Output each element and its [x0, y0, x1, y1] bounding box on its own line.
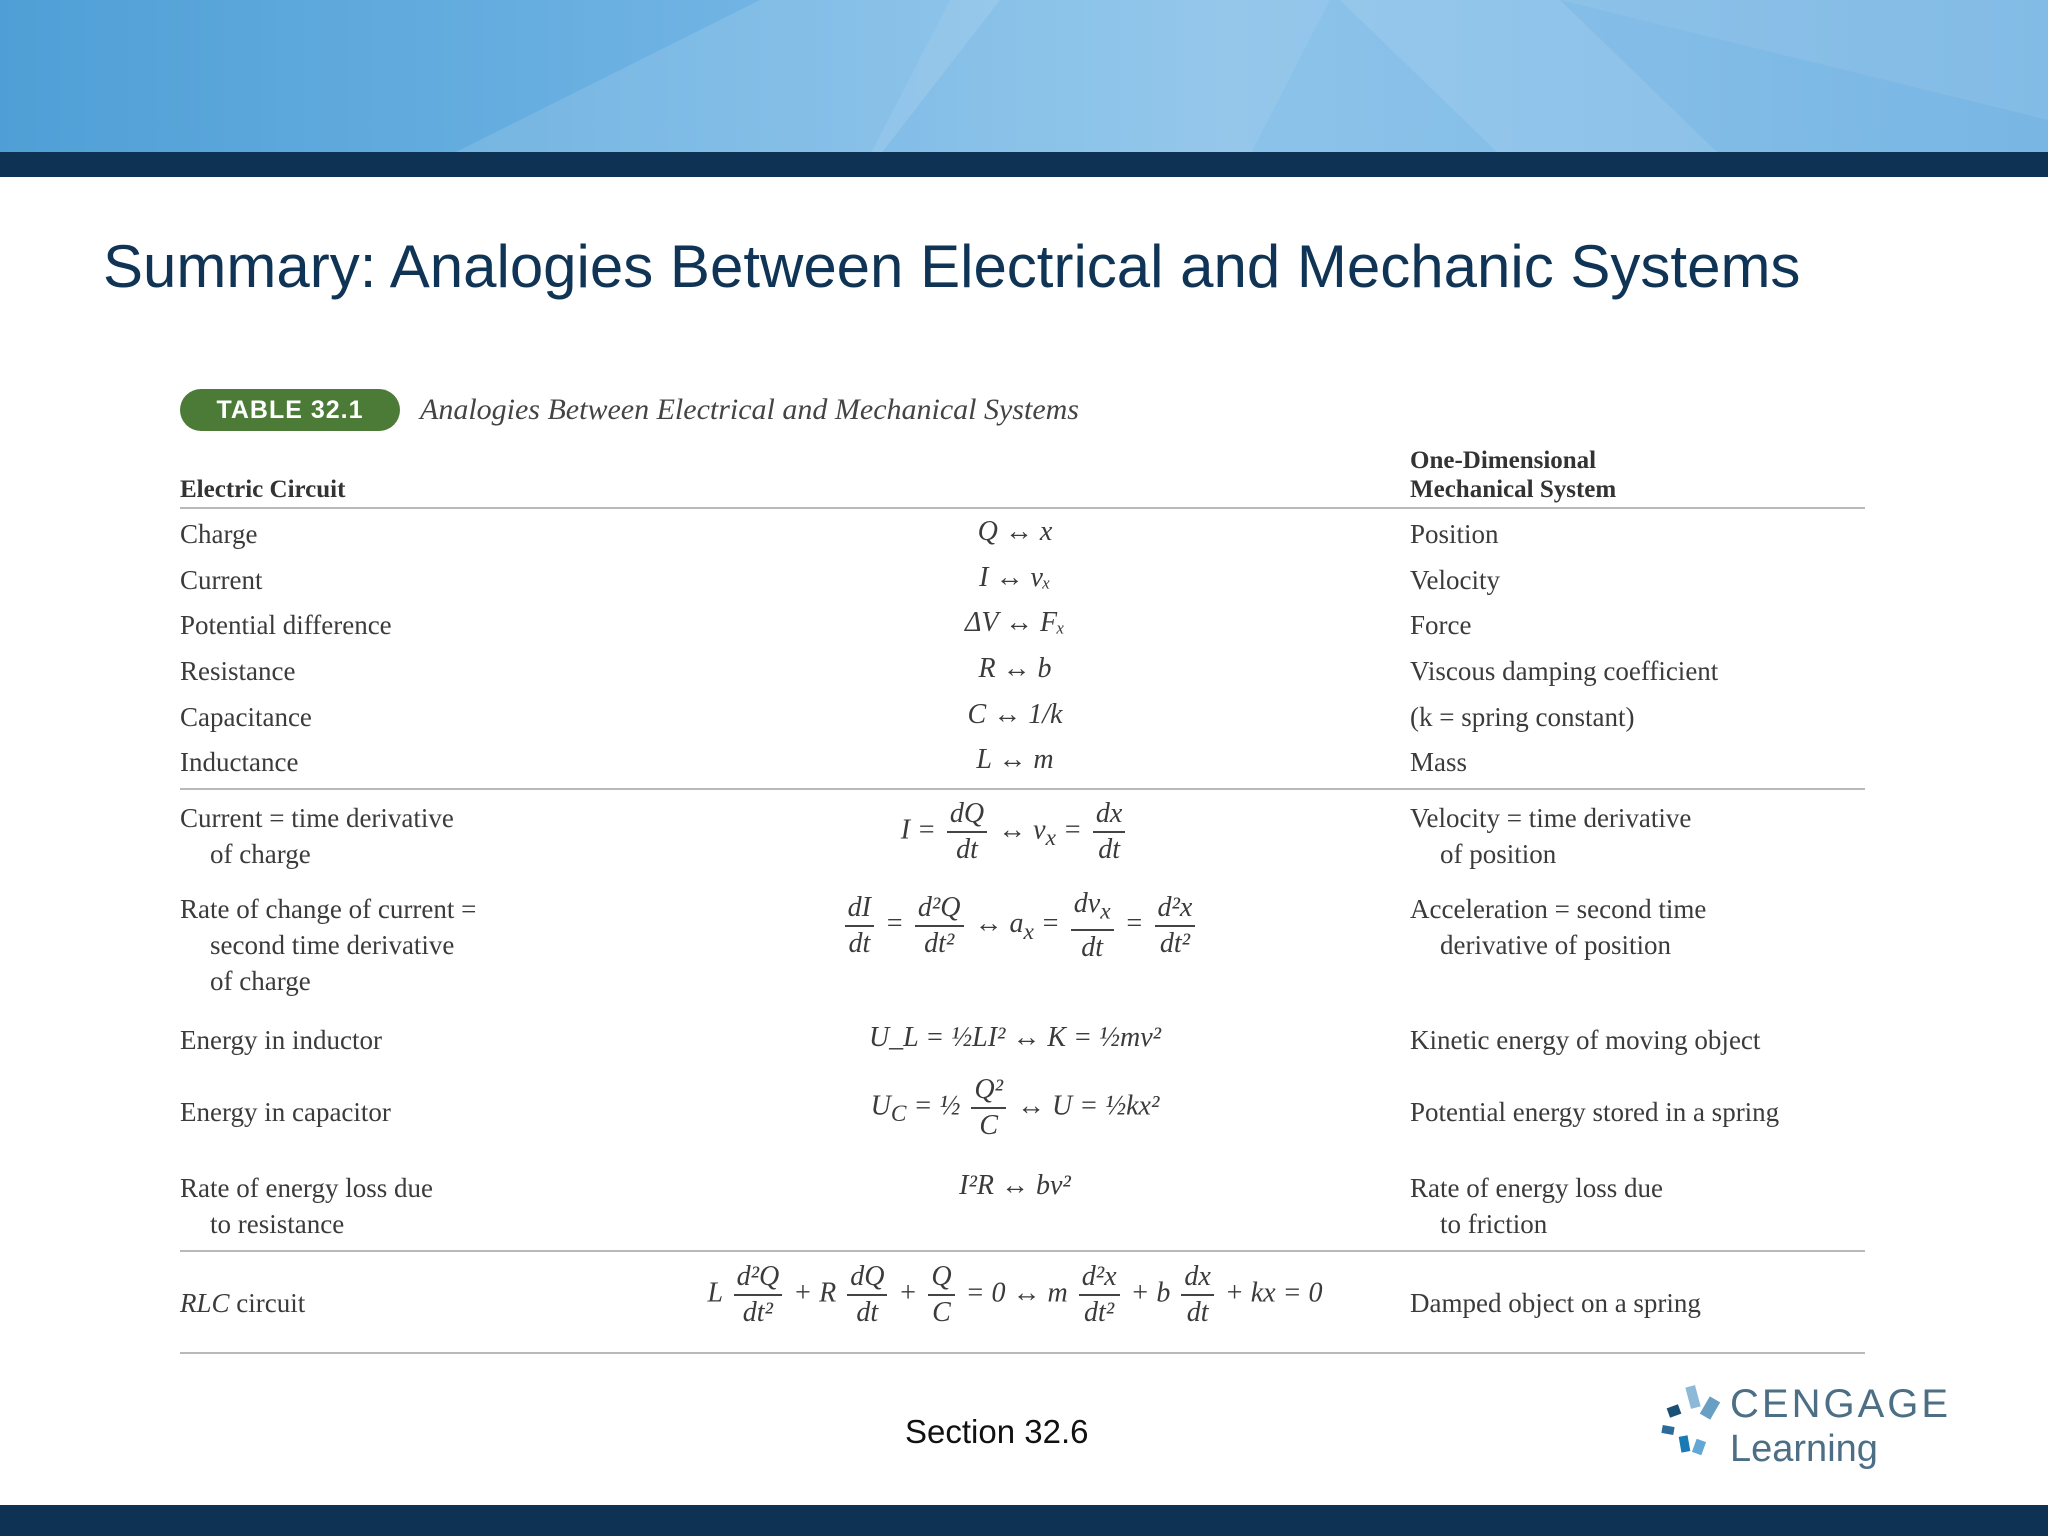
- row-current-left: Current: [180, 565, 263, 595]
- learning-wordmark: Learning: [1730, 1428, 1878, 1470]
- row-potential-left: Potential difference: [180, 610, 392, 640]
- row-charge-right: Position: [1410, 519, 1499, 549]
- row-energy-loss-left: Rate of energy loss due to resistance: [180, 1173, 433, 1239]
- row-inductor-energy-left: Energy in inductor: [180, 1025, 382, 1055]
- section-rule-1: [180, 788, 1865, 790]
- row-rlc-left: RLC circuit: [180, 1288, 306, 1318]
- row-resistance-formula: R ↔ b: [978, 653, 1052, 684]
- row-energy-loss-right: Rate of energy loss due to friction: [1410, 1173, 1663, 1239]
- row-current-derivative-formula: I = $\frac{dQ}{dt}$ ↔ $v_x$ = $\frac{dx}{dt}$: [780, 797, 1250, 867]
- row-resistance-right: Viscous damping coefficient: [1410, 656, 1719, 686]
- row-current-right: Velocity: [1410, 565, 1500, 595]
- footer-section-label: Section 32.6: [905, 1413, 1089, 1450]
- slide-title: Summary: Analogies Between Electrical and Mechanic Systems: [103, 233, 1801, 300]
- row-acceleration-right: Acceleration = second time derivative of position: [1410, 894, 1707, 960]
- col-header-mechanical-line2: Mechanical System: [1410, 476, 1617, 503]
- row-current-derivative-right: Velocity = time derivative of position: [1410, 803, 1692, 869]
- cengage-wordmark: CENGAGE: [1730, 1382, 1952, 1426]
- row-rlc-formula: L $\frac{\text{d²Q}}{\text{dt²}}$ + R $\frac{dQ}{dt}$ + $\frac{Q}{C}$ = 0 ↔ m $\frac{\text{d²x}}{\text{dt²}}$ + b $\frac{dx}{dt}$ + kx = 0: [707, 1261, 1323, 1328]
- row-acceleration-left: Rate of change of current = second time derivative of charge: [180, 894, 477, 996]
- row-acceleration-formula: $\frac{dI}{dt}$ = $\frac{\text{d²Q}}{\text{dt²}}$ ↔ $a_x$ = $\frac{dv_x}{dt}$ = $\frac{\text{d²x}}{\text{dt²}}$: [740, 887, 1300, 965]
- row-potential-formula: ΔV ↔ Fₓ: [964, 607, 1066, 638]
- row-inductor-energy-formula: U_L = ½LI² ↔ K = ½mv²: [868, 1022, 1162, 1053]
- row-potential-right: Force: [1410, 610, 1472, 640]
- analogies-table: [180, 385, 1865, 1360]
- row-inductance-right: Mass: [1410, 747, 1468, 777]
- row-capacitor-energy-formula: $U_C$ = ½ $\frac{\text{Q²}}{C}$ ↔ U = ½kx²: [870, 1074, 1160, 1141]
- cengage-mark-icon: [1660, 1384, 1726, 1464]
- col-header-mechanical-line1: One-Dimensional: [1410, 447, 1597, 474]
- row-capacitance-left: Capacitance: [180, 702, 312, 732]
- section-rule-2: [180, 1250, 1865, 1252]
- row-inductance-formula: L ↔ m: [976, 744, 1054, 775]
- row-charge-formula: Q ↔ x: [977, 516, 1053, 547]
- table-caption: Analogies Between Electrical and Mechanical Systems: [420, 393, 1079, 426]
- row-capacitance-formula: C ↔ 1/k: [967, 699, 1063, 730]
- row-capacitor-energy-left: Energy in capacitor: [180, 1097, 391, 1127]
- row-inductor-energy-right: Kinetic energy of moving object: [1410, 1025, 1761, 1055]
- row-inductance-left: Inductance: [180, 747, 299, 777]
- footer-bar: [0, 1505, 2048, 1536]
- row-rlc-right: Damped object on a spring: [1410, 1288, 1701, 1318]
- row-capacitor-energy-right: Potential energy stored in a spring: [1410, 1097, 1780, 1127]
- row-resistance-left: Resistance: [180, 656, 296, 686]
- row-capacitance-right: (k = spring constant): [1410, 702, 1635, 732]
- row-charge-left: Charge: [180, 519, 258, 549]
- row-energy-loss-formula: I²R ↔ bv²: [959, 1170, 1071, 1201]
- header-rule: [180, 507, 1865, 509]
- table-bottom-rule: [180, 1352, 1865, 1354]
- col-header-electric: Electric Circuit: [180, 476, 346, 503]
- cengage-logo: [1660, 1380, 1960, 1480]
- header-banner: [0, 0, 2048, 155]
- table-badge: TABLE 32.1: [180, 389, 400, 431]
- row-current-derivative-left: Current = time derivative of charge: [180, 803, 454, 869]
- header-rule-bar: [0, 152, 2048, 177]
- row-current-formula: I ↔ vₓ: [979, 562, 1051, 593]
